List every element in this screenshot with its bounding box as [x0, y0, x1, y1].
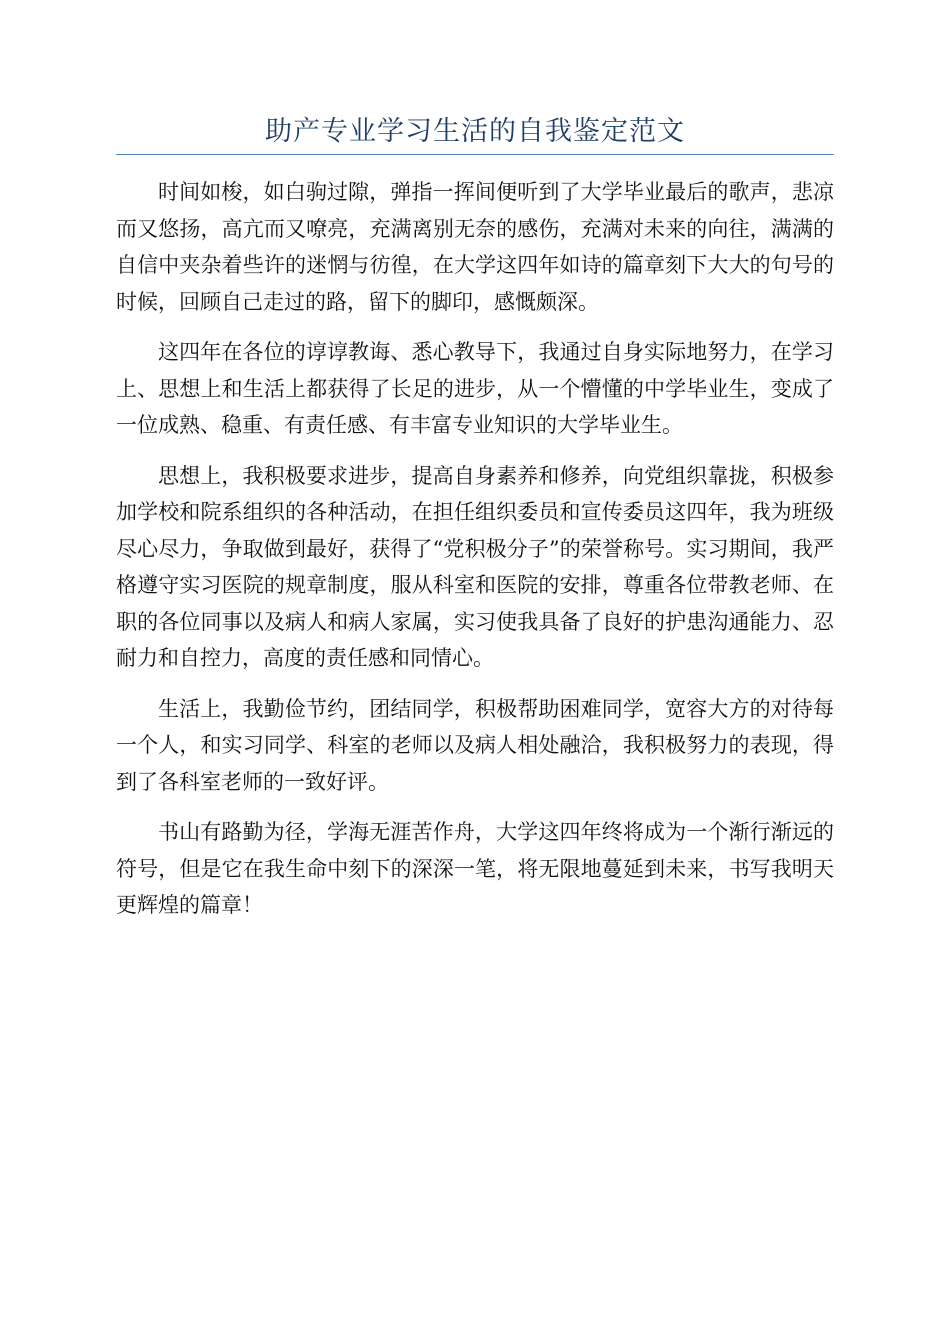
title-underline [116, 154, 834, 155]
paragraph-3: 思想上，我积极要求进步，提高自身素养和修养，向党组织靠拢，积极参加学校和院系组织的各种活动，在担任组织委员和宣传委员这四年，我为班级尽心尽力，争取做到最好，获得了“党积极分子”的荣誉称号。实习期间，我严格遵守实习医院的规章制度，服从科室和医院的安排，尊重各位带教老师、在职的各位同事以及病人和病人家属，实习使我具备了良好的护患沟通能力、忍耐力和自控力，高度的责任感和同情心。 [116, 463, 834, 670]
document-title: 助产专业学习生活的自我鉴定范文 [265, 116, 685, 147]
paragraph-4: 生活上，我勤俭节约，团结同学，积极帮助困难同学，宽容大方的对待每一个人，和实习同学、科室的老师以及病人相处融洽，我积极努力的表现，得到了各科室老师的一致好评。 [116, 696, 834, 794]
paragraph-5: 书山有路勤为径，学海无涯苦作舟，大学这四年终将成为一个渐行渐远的符号，但是它在我生命中刻下的深深一笔，将无限地蔓延到未来，书写我明天更辉煌的篇章！ [116, 820, 834, 917]
paragraph-1: 时间如梭，如白驹过隙，弹指一挥间便听到了大学毕业最后的歌声，悲凉而又悠扬，高亢而又嘹亮，充满离别无奈的感伤，充满对未来的向往，满满的自信中夹杂着些许的迷惘与彷徨，在大学这四年如诗的篇章刻下大大的句号的时候，回顾自己走过的路，留下的脚印，感慨颇深。 [116, 180, 834, 314]
document-body [116, 174, 834, 938]
paragraph-2: 这四年在各位的谆谆教诲、悉心教导下，我通过自身实际地努力，在学习上、思想上和生活上都获得了长足的进步，从一个懵懂的中学毕业生，变成了一位成熟、稳重、有责任感、有丰富专业知识的大学毕业生。 [116, 340, 834, 437]
